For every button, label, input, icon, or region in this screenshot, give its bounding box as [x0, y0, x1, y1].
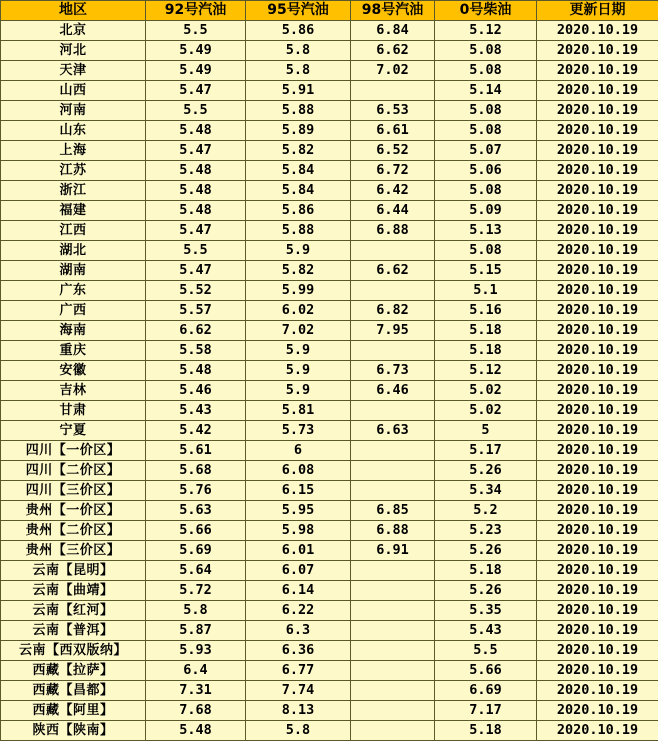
gasoline-95-cell: 6.08	[246, 461, 351, 481]
table-row	[1, 61, 658, 81]
region-cell: 天津	[1, 61, 146, 81]
header-gasoline-95: 95号汽油	[246, 1, 351, 21]
update-date-cell: 2020.10.19	[537, 661, 658, 681]
gasoline-92-cell: 5.49	[146, 41, 246, 61]
diesel-0-cell: 5.02	[435, 401, 537, 421]
gasoline-95-cell: 5.8	[246, 61, 351, 81]
update-date-cell: 2020.10.19	[537, 461, 658, 481]
update-date-cell: 2020.10.19	[537, 541, 658, 561]
gasoline-95-cell: 6.22	[246, 601, 351, 621]
update-date-cell: 2020.10.19	[537, 101, 658, 121]
gasoline-98-cell	[351, 581, 435, 601]
table-row	[1, 21, 658, 41]
region-cell: 吉林	[1, 381, 146, 401]
table-row	[1, 501, 658, 521]
update-date-cell: 2020.10.19	[537, 21, 658, 41]
update-date-cell: 2020.10.19	[537, 241, 658, 261]
gasoline-95-cell: 5.89	[246, 121, 351, 141]
region-cell: 四川【二价区】	[1, 461, 146, 481]
gasoline-95-cell: 5.86	[246, 201, 351, 221]
gasoline-95-cell: 5.95	[246, 501, 351, 521]
region-cell: 浙江	[1, 181, 146, 201]
gasoline-95-cell: 5.84	[246, 181, 351, 201]
table-row	[1, 541, 658, 561]
gasoline-92-cell: 5.93	[146, 641, 246, 661]
gasoline-92-cell: 5.66	[146, 521, 246, 541]
gasoline-95-cell: 5.88	[246, 101, 351, 121]
update-date-cell: 2020.10.19	[537, 121, 658, 141]
header-region: 地区	[1, 1, 146, 21]
gasoline-95-cell: 5.98	[246, 521, 351, 541]
diesel-0-cell: 5.12	[435, 21, 537, 41]
region-cell: 贵州【一价区】	[1, 501, 146, 521]
diesel-0-cell: 5.18	[435, 561, 537, 581]
gasoline-92-cell: 5.48	[146, 361, 246, 381]
table-row	[1, 141, 658, 161]
diesel-0-cell: 5.17	[435, 441, 537, 461]
gasoline-98-cell	[351, 701, 435, 721]
gasoline-92-cell: 5.47	[146, 141, 246, 161]
table-row	[1, 41, 658, 61]
region-cell: 山东	[1, 121, 146, 141]
diesel-0-cell: 5.35	[435, 601, 537, 621]
diesel-0-cell: 5	[435, 421, 537, 441]
update-date-cell: 2020.10.19	[537, 61, 658, 81]
region-cell: 云南【普洱】	[1, 621, 146, 641]
diesel-0-cell: 5.26	[435, 541, 537, 561]
update-date-cell: 2020.10.19	[537, 401, 658, 421]
gasoline-95-cell: 5.86	[246, 21, 351, 41]
diesel-0-cell: 5.66	[435, 661, 537, 681]
table-row	[1, 401, 658, 421]
diesel-0-cell: 5.26	[435, 581, 537, 601]
diesel-0-cell: 5.08	[435, 121, 537, 141]
region-cell: 陕西【陕南】	[1, 721, 146, 741]
gasoline-98-cell: 6.88	[351, 521, 435, 541]
gasoline-98-cell: 6.53	[351, 101, 435, 121]
table-row	[1, 461, 658, 481]
gasoline-98-cell	[351, 281, 435, 301]
gasoline-92-cell: 5.8	[146, 601, 246, 621]
region-cell: 贵州【三价区】	[1, 541, 146, 561]
table-header-row	[1, 1, 658, 21]
region-cell: 海南	[1, 321, 146, 341]
region-cell: 云南【昆明】	[1, 561, 146, 581]
region-cell: 甘肃	[1, 401, 146, 421]
update-date-cell: 2020.10.19	[537, 181, 658, 201]
diesel-0-cell: 5.09	[435, 201, 537, 221]
table-row	[1, 201, 658, 221]
diesel-0-cell: 5.18	[435, 721, 537, 741]
gasoline-98-cell	[351, 661, 435, 681]
gasoline-98-cell: 6.72	[351, 161, 435, 181]
diesel-0-cell: 5.06	[435, 161, 537, 181]
diesel-0-cell: 5.08	[435, 61, 537, 81]
gasoline-92-cell: 5.68	[146, 461, 246, 481]
gasoline-92-cell: 5.57	[146, 301, 246, 321]
gasoline-98-cell: 6.44	[351, 201, 435, 221]
update-date-cell: 2020.10.19	[537, 301, 658, 321]
gasoline-95-cell: 5.73	[246, 421, 351, 441]
gasoline-95-cell: 6.02	[246, 301, 351, 321]
table-row	[1, 101, 658, 121]
gasoline-98-cell	[351, 641, 435, 661]
table-row	[1, 681, 658, 701]
gasoline-92-cell: 5.47	[146, 261, 246, 281]
update-date-cell: 2020.10.19	[537, 81, 658, 101]
gasoline-95-cell: 5.8	[246, 41, 351, 61]
region-cell: 重庆	[1, 341, 146, 361]
table-row	[1, 701, 658, 721]
gasoline-98-cell: 6.52	[351, 141, 435, 161]
diesel-0-cell: 5.26	[435, 461, 537, 481]
diesel-0-cell: 5.5	[435, 641, 537, 661]
header-update-date: 更新日期	[537, 1, 658, 21]
gasoline-95-cell: 6.14	[246, 581, 351, 601]
gasoline-98-cell: 6.61	[351, 121, 435, 141]
region-cell: 山西	[1, 81, 146, 101]
gasoline-92-cell: 5.5	[146, 21, 246, 41]
gasoline-98-cell	[351, 341, 435, 361]
gasoline-95-cell: 5.88	[246, 221, 351, 241]
table-row	[1, 561, 658, 581]
table-row	[1, 661, 658, 681]
region-cell: 河北	[1, 41, 146, 61]
region-cell: 云南【曲靖】	[1, 581, 146, 601]
table-row	[1, 521, 658, 541]
update-date-cell: 2020.10.19	[537, 481, 658, 501]
table-row	[1, 581, 658, 601]
diesel-0-cell: 5.07	[435, 141, 537, 161]
table-row	[1, 161, 658, 181]
gasoline-98-cell	[351, 401, 435, 421]
diesel-0-cell: 5.43	[435, 621, 537, 641]
gasoline-98-cell: 6.88	[351, 221, 435, 241]
diesel-0-cell: 5.14	[435, 81, 537, 101]
gasoline-95-cell: 5.9	[246, 341, 351, 361]
update-date-cell: 2020.10.19	[537, 201, 658, 221]
region-cell: 广西	[1, 301, 146, 321]
header-gasoline-92: 92号汽油	[146, 1, 246, 21]
update-date-cell: 2020.10.19	[537, 521, 658, 541]
gasoline-92-cell: 5.47	[146, 81, 246, 101]
region-cell: 河南	[1, 101, 146, 121]
gasoline-98-cell: 6.62	[351, 41, 435, 61]
update-date-cell: 2020.10.19	[537, 41, 658, 61]
gasoline-95-cell: 6.01	[246, 541, 351, 561]
gasoline-98-cell	[351, 481, 435, 501]
diesel-0-cell: 5.34	[435, 481, 537, 501]
table-row	[1, 381, 658, 401]
gasoline-98-cell: 6.91	[351, 541, 435, 561]
update-date-cell: 2020.10.19	[537, 421, 658, 441]
table-row	[1, 341, 658, 361]
table-row	[1, 721, 658, 741]
diesel-0-cell: 5.13	[435, 221, 537, 241]
table-row	[1, 641, 658, 661]
gasoline-92-cell: 5.48	[146, 201, 246, 221]
gasoline-98-cell	[351, 441, 435, 461]
gasoline-95-cell: 6	[246, 441, 351, 461]
gasoline-95-cell: 5.8	[246, 721, 351, 741]
update-date-cell: 2020.10.19	[537, 701, 658, 721]
gasoline-92-cell: 7.31	[146, 681, 246, 701]
update-date-cell: 2020.10.19	[537, 381, 658, 401]
update-date-cell: 2020.10.19	[537, 501, 658, 521]
diesel-0-cell: 5.16	[435, 301, 537, 321]
diesel-0-cell: 5.08	[435, 241, 537, 261]
diesel-0-cell: 5.08	[435, 41, 537, 61]
gasoline-95-cell: 6.3	[246, 621, 351, 641]
region-cell: 江西	[1, 221, 146, 241]
gasoline-92-cell: 5.5	[146, 101, 246, 121]
gasoline-98-cell	[351, 561, 435, 581]
table-row	[1, 261, 658, 281]
gasoline-98-cell: 6.85	[351, 501, 435, 521]
gasoline-92-cell: 5.58	[146, 341, 246, 361]
gasoline-92-cell: 7.68	[146, 701, 246, 721]
gasoline-92-cell: 5.48	[146, 161, 246, 181]
gasoline-92-cell: 5.72	[146, 581, 246, 601]
gasoline-95-cell: 6.07	[246, 561, 351, 581]
update-date-cell: 2020.10.19	[537, 141, 658, 161]
gasoline-92-cell: 6.62	[146, 321, 246, 341]
region-cell: 云南【西双版纳】	[1, 641, 146, 661]
table-body	[1, 21, 658, 741]
region-cell: 四川【三价区】	[1, 481, 146, 501]
diesel-0-cell: 5.18	[435, 321, 537, 341]
gasoline-95-cell: 6.77	[246, 661, 351, 681]
update-date-cell: 2020.10.19	[537, 641, 658, 661]
region-cell: 江苏	[1, 161, 146, 181]
region-cell: 广东	[1, 281, 146, 301]
diesel-0-cell: 5.18	[435, 341, 537, 361]
region-cell: 安徽	[1, 361, 146, 381]
table-row	[1, 421, 658, 441]
gasoline-92-cell: 5.61	[146, 441, 246, 461]
gasoline-95-cell: 5.82	[246, 141, 351, 161]
gasoline-98-cell	[351, 681, 435, 701]
diesel-0-cell: 5.02	[435, 381, 537, 401]
region-cell: 四川【一价区】	[1, 441, 146, 461]
gasoline-95-cell: 5.9	[246, 241, 351, 261]
gasoline-95-cell: 5.99	[246, 281, 351, 301]
gasoline-98-cell	[351, 241, 435, 261]
gasoline-98-cell: 7.02	[351, 61, 435, 81]
gasoline-98-cell: 6.62	[351, 261, 435, 281]
update-date-cell: 2020.10.19	[537, 581, 658, 601]
table-row	[1, 241, 658, 261]
region-cell: 湖南	[1, 261, 146, 281]
gasoline-98-cell: 6.42	[351, 181, 435, 201]
table-row	[1, 441, 658, 461]
table-row	[1, 221, 658, 241]
table-row	[1, 301, 658, 321]
region-cell: 西藏【阿里】	[1, 701, 146, 721]
region-cell: 福建	[1, 201, 146, 221]
update-date-cell: 2020.10.19	[537, 261, 658, 281]
diesel-0-cell: 5.08	[435, 101, 537, 121]
table-row	[1, 321, 658, 341]
gasoline-95-cell: 8.13	[246, 701, 351, 721]
gasoline-98-cell: 7.95	[351, 321, 435, 341]
table-row	[1, 601, 658, 621]
gasoline-95-cell: 5.81	[246, 401, 351, 421]
region-cell: 上海	[1, 141, 146, 161]
update-date-cell: 2020.10.19	[537, 281, 658, 301]
gasoline-98-cell: 6.84	[351, 21, 435, 41]
region-cell: 云南【红河】	[1, 601, 146, 621]
gasoline-98-cell: 6.73	[351, 361, 435, 381]
gasoline-92-cell: 5.48	[146, 121, 246, 141]
update-date-cell: 2020.10.19	[537, 681, 658, 701]
gasoline-92-cell: 5.42	[146, 421, 246, 441]
gasoline-98-cell: 6.63	[351, 421, 435, 441]
region-cell: 西藏【昌都】	[1, 681, 146, 701]
gasoline-95-cell: 7.02	[246, 321, 351, 341]
table-row	[1, 181, 658, 201]
diesel-0-cell: 5.23	[435, 521, 537, 541]
gasoline-95-cell: 6.15	[246, 481, 351, 501]
region-cell: 湖北	[1, 241, 146, 261]
update-date-cell: 2020.10.19	[537, 161, 658, 181]
table-row	[1, 81, 658, 101]
gasoline-95-cell: 5.84	[246, 161, 351, 181]
diesel-0-cell: 6.69	[435, 681, 537, 701]
gasoline-92-cell: 5.87	[146, 621, 246, 641]
diesel-0-cell: 5.12	[435, 361, 537, 381]
update-date-cell: 2020.10.19	[537, 321, 658, 341]
table-row	[1, 481, 658, 501]
gasoline-92-cell: 5.52	[146, 281, 246, 301]
diesel-0-cell: 5.15	[435, 261, 537, 281]
gasoline-98-cell	[351, 721, 435, 741]
gasoline-98-cell	[351, 81, 435, 101]
table-row	[1, 281, 658, 301]
gasoline-92-cell: 5.76	[146, 481, 246, 501]
gasoline-92-cell: 5.63	[146, 501, 246, 521]
gasoline-95-cell: 6.36	[246, 641, 351, 661]
gasoline-92-cell: 5.48	[146, 721, 246, 741]
gasoline-92-cell: 5.47	[146, 221, 246, 241]
update-date-cell: 2020.10.19	[537, 341, 658, 361]
diesel-0-cell: 5.08	[435, 181, 537, 201]
update-date-cell: 2020.10.19	[537, 441, 658, 461]
gasoline-92-cell: 5.64	[146, 561, 246, 581]
update-date-cell: 2020.10.19	[537, 361, 658, 381]
gasoline-95-cell: 5.9	[246, 361, 351, 381]
gasoline-98-cell: 6.46	[351, 381, 435, 401]
update-date-cell: 2020.10.19	[537, 221, 658, 241]
header-gasoline-98: 98号汽油	[351, 1, 435, 21]
gasoline-98-cell	[351, 621, 435, 641]
diesel-0-cell: 5.2	[435, 501, 537, 521]
update-date-cell: 2020.10.19	[537, 601, 658, 621]
update-date-cell: 2020.10.19	[537, 561, 658, 581]
region-cell: 北京	[1, 21, 146, 41]
table-row	[1, 121, 658, 141]
gasoline-92-cell: 5.69	[146, 541, 246, 561]
gasoline-92-cell: 5.5	[146, 241, 246, 261]
diesel-0-cell: 7.17	[435, 701, 537, 721]
gasoline-92-cell: 6.4	[146, 661, 246, 681]
region-cell: 贵州【二价区】	[1, 521, 146, 541]
gasoline-98-cell	[351, 601, 435, 621]
update-date-cell: 2020.10.19	[537, 621, 658, 641]
gasoline-95-cell: 5.9	[246, 381, 351, 401]
gasoline-95-cell: 5.91	[246, 81, 351, 101]
table-row	[1, 361, 658, 381]
gasoline-92-cell: 5.43	[146, 401, 246, 421]
gasoline-98-cell	[351, 461, 435, 481]
gasoline-92-cell: 5.46	[146, 381, 246, 401]
header-diesel-0: 0号柴油	[435, 1, 537, 21]
gasoline-95-cell: 7.74	[246, 681, 351, 701]
update-date-cell: 2020.10.19	[537, 721, 658, 741]
region-cell: 宁夏	[1, 421, 146, 441]
gasoline-92-cell: 5.49	[146, 61, 246, 81]
gasoline-95-cell: 5.82	[246, 261, 351, 281]
gasoline-98-cell: 6.82	[351, 301, 435, 321]
region-cell: 西藏【拉萨】	[1, 661, 146, 681]
gasoline-92-cell: 5.48	[146, 181, 246, 201]
diesel-0-cell: 5.1	[435, 281, 537, 301]
table-row	[1, 621, 658, 641]
